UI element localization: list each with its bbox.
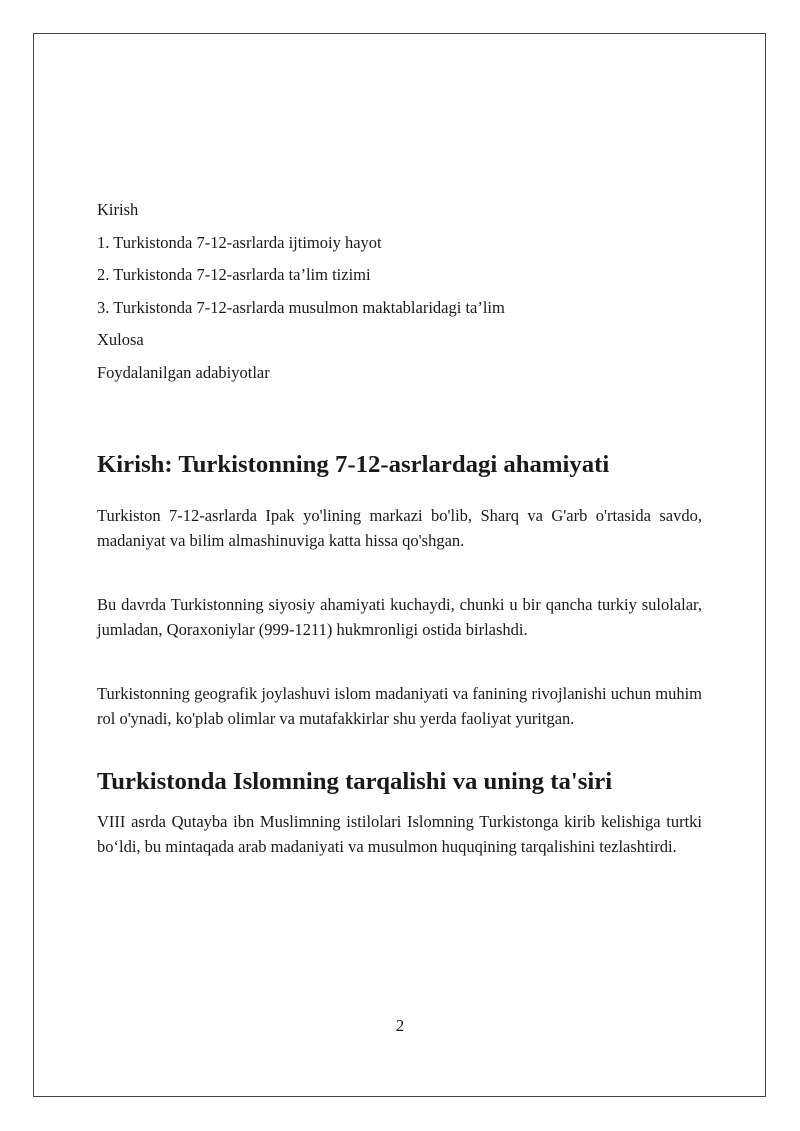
toc-item-introduction: Kirish — [97, 200, 139, 219]
section-heading-islam-spread: Turkistonda Islomning tarqalishi va uning ta'siri — [97, 767, 613, 795]
toc-item-references: Foydalanilgan adabiyotlar — [97, 362, 270, 382]
paragraph: VIII asrda Qutayba ibn Muslimning istilolari Islomning Turkistonga kirib kelishiga turtki bo‘ldi, bu mintaqada arab madaniyati va musulmon huquqining tarqalishini tezlashtirdi. — [97, 811, 702, 856]
paragraph: Bu davrda Turkistonning siyosiy ahamiyati kuchaydi, chunki u bir qancha turkiy sulolalar, jumladan, Qoraxoniylar (999-1211) hukmronligi ostida birlashdi. — [97, 594, 702, 639]
toc-item-chapter-3: 3. Turkistonda 7-12-asrlarda musulmon maktablaridagi ta’lim — [97, 297, 505, 317]
toc-item-chapter-1: 1. Turkistonda 7-12-asrlarda ijtimoiy hayot — [97, 232, 382, 252]
toc-item-chapter-2: 2. Turkistonda 7-12-asrlarda ta’lim tizimi — [97, 265, 371, 284]
toc-item-conclusion: Xulosa — [97, 330, 144, 349]
paragraph: Turkistonning geografik joylashuvi islom madaniyati va fanining rivojlanishi uchun muhim rol o'ynadi, ko'plab olimlar va mutafakkirlar shu yerda faoliyat yuritgan. — [97, 683, 702, 728]
document-body — [97, 199, 702, 859]
paragraph: Turkiston 7-12-asrlarda Ipak yo'lining markazi bo'lib, Sharq va G'arb o'rtasida savdo, madaniyat va bilim almashinuviga katta hissa qo'shgan. — [97, 505, 702, 550]
page-number: 2 — [395, 1016, 405, 1035]
table-of-contents — [97, 199, 702, 383]
section-heading-introduction: Kirish: Turkistonning 7-12-asrlardagi ahamiyati — [97, 450, 610, 478]
